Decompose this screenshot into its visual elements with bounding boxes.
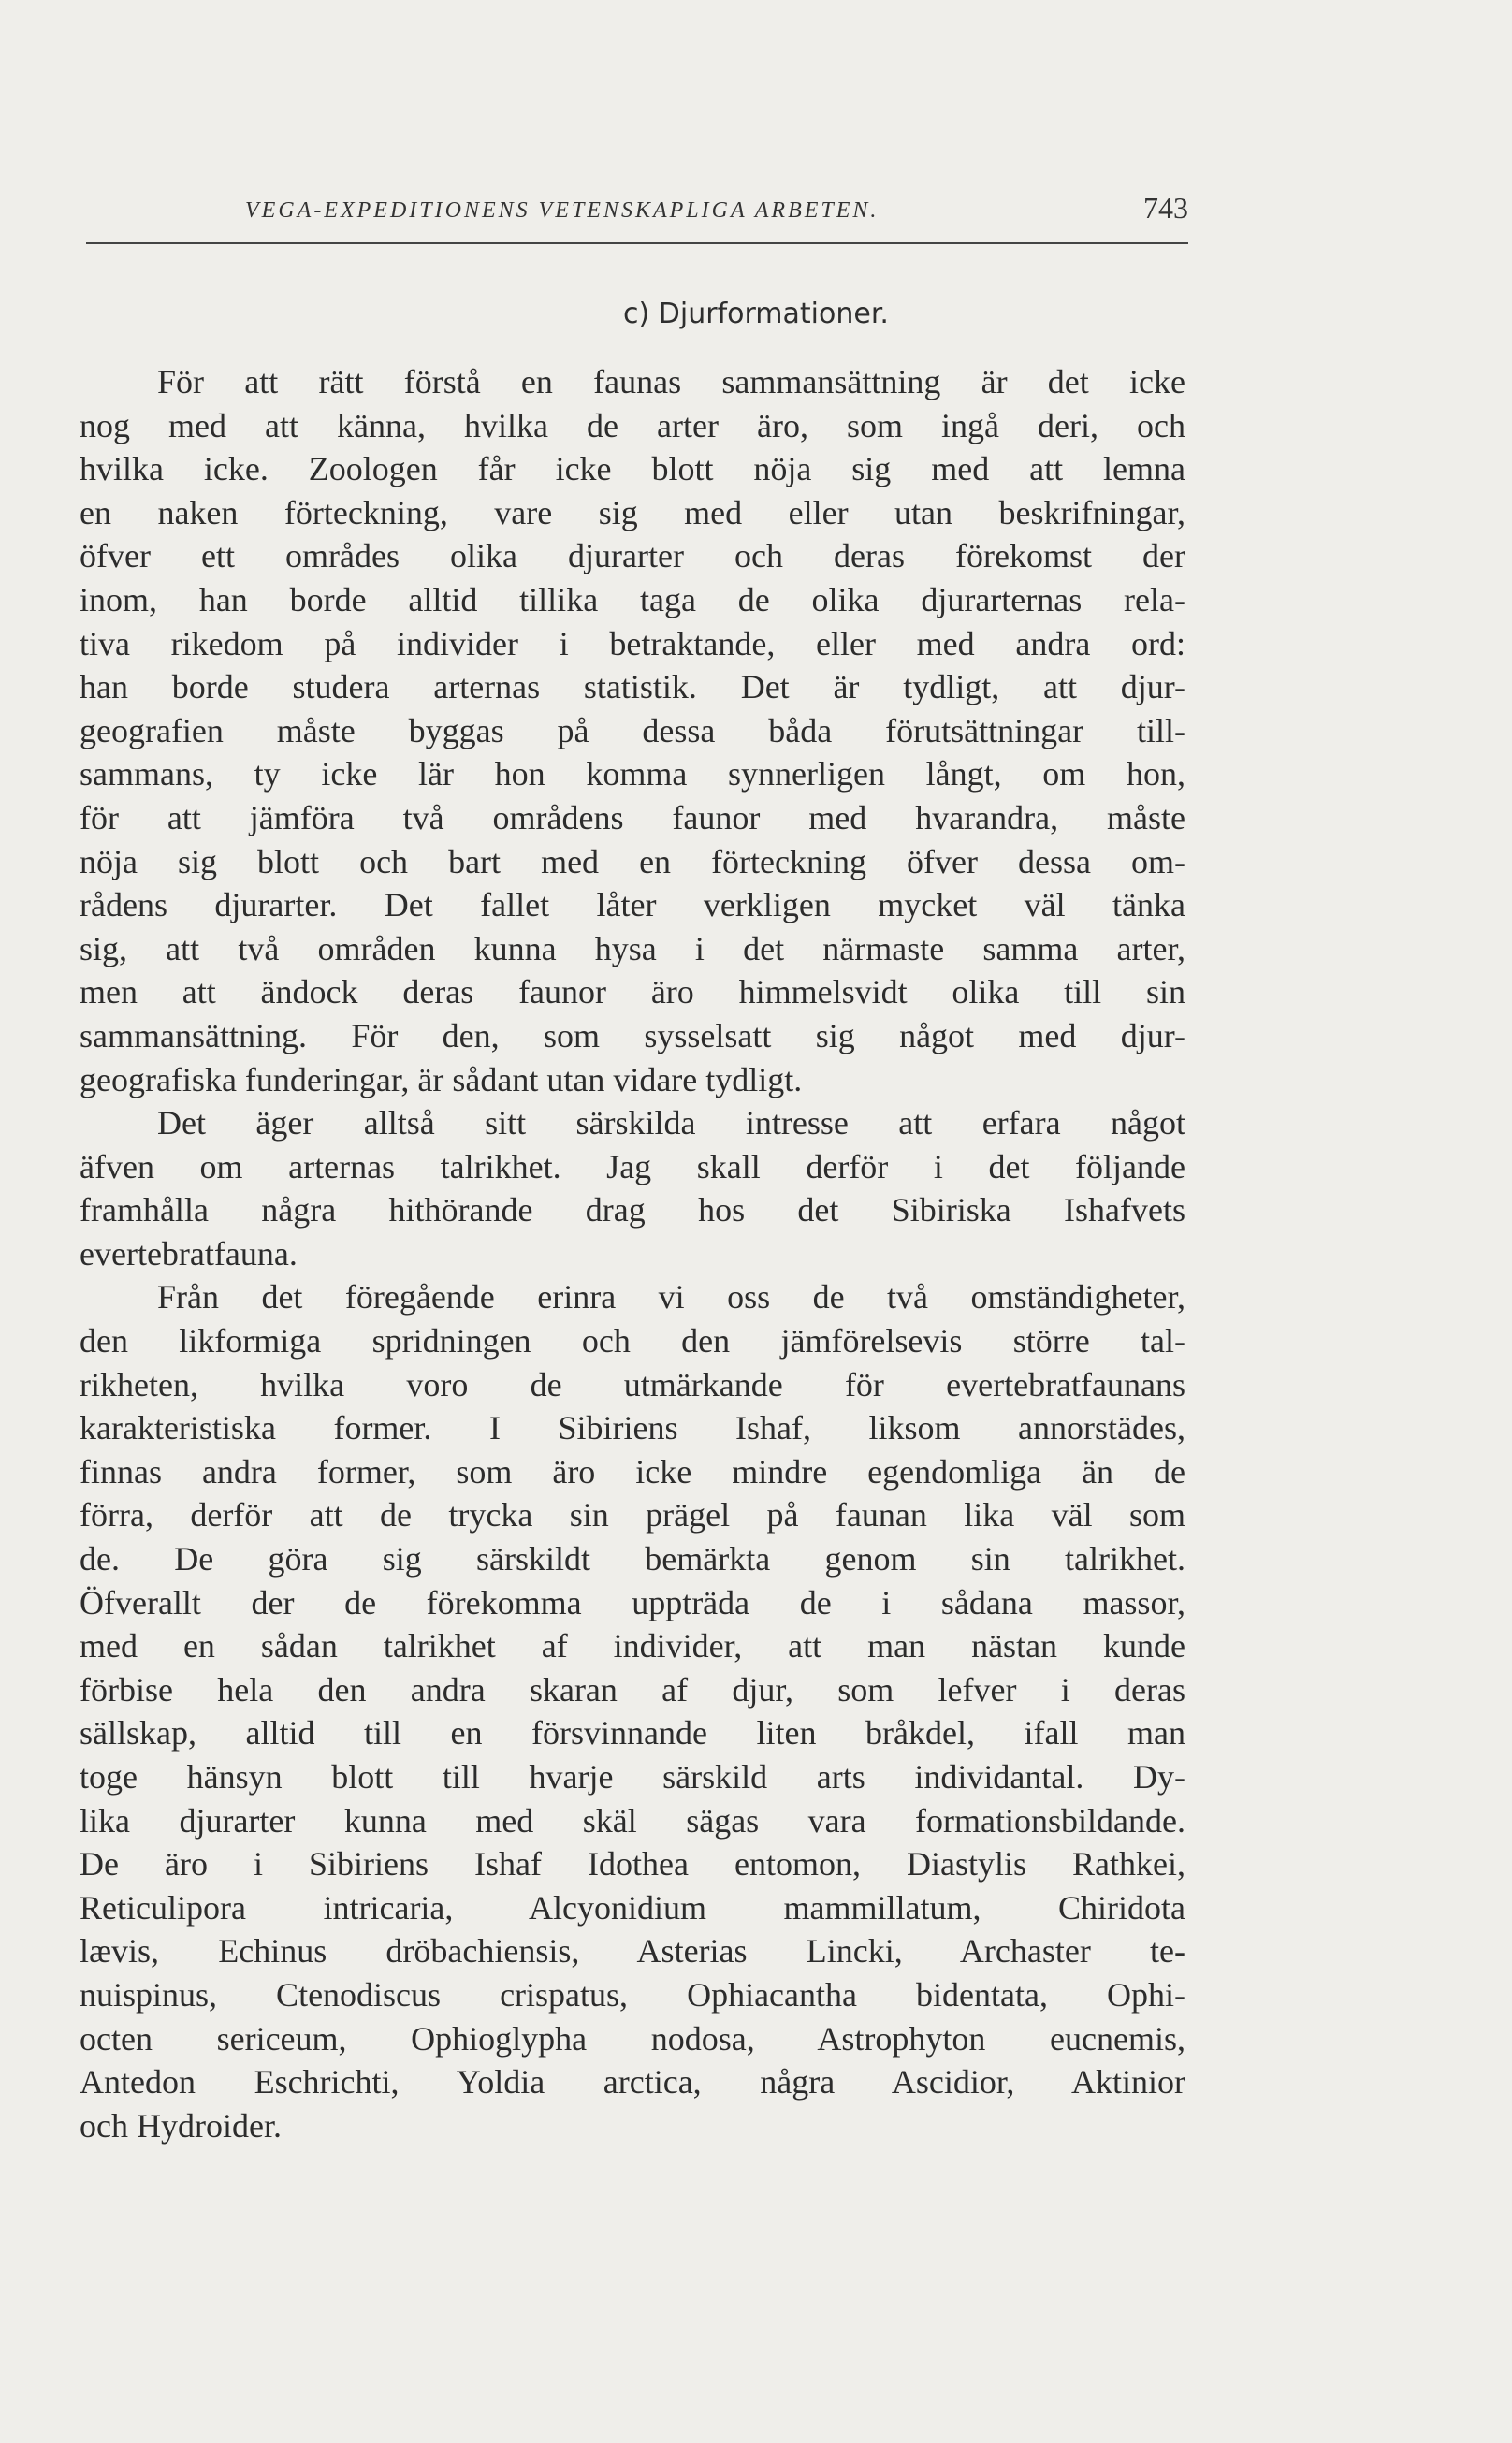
text-line: lika djurarter kunna med skäl sägas vara formationsbildande. (80, 1801, 1185, 1840)
text-line: förbise hela den andra skaran af djur, som lefver i deras (80, 1670, 1185, 1709)
text-line: och Hydroider. (80, 2106, 282, 2145)
text-line: han borde studera arternas statistik. Det är tydligt, att djur- (80, 668, 1185, 706)
text-line: evertebratfauna. (80, 1234, 298, 1272)
header-rule (86, 242, 1188, 244)
text-line: inom, han borde alltid tillika taga de olika djurarternas rela- (80, 580, 1185, 618)
text-line: med en sådan talrikhet af individer, att man nästan kunde (80, 1627, 1185, 1665)
text-line: framhålla några hithörande drag hos det Sibiriska Ishafvets (80, 1191, 1185, 1229)
text-line: Det äger alltså sitt särskilda intresse att erfara något (157, 1104, 1185, 1142)
text-line: förra, derför att de trycka sin prägel på faunan lika väl som (80, 1496, 1185, 1534)
text-line: för att jämföra två områdens faunor med hvarandra, måste (80, 798, 1185, 836)
text-line: sammansättning. För den, som sysselsatt sig något med djur- (80, 1016, 1185, 1054)
text-line: De äro i Sibiriens Ishaf Idothea entomon, Diastylis Rathkei, (80, 1845, 1185, 1883)
text-line: de. De göra sig särskildt bemärkta genom sin talrikhet. (80, 1540, 1185, 1578)
text-line: Öfverallt der de förekomma uppträda de i sådana massor, (80, 1583, 1185, 1621)
text-line: sammans, ty icke lär hon komma synnerligen långt, om hon, (80, 755, 1185, 793)
text-line: karakteristiska former. I Sibiriens Ishaf, liksom annorstädes, (80, 1409, 1185, 1447)
text-line: geografien måste byggas på dessa båda förutsättningar till- (80, 711, 1185, 749)
text-line: öfver ett områdes olika djurarter och deras förekomst der (80, 537, 1185, 575)
text-line: nuispinus, Ctenodiscus crispatus, Ophiacantha bidentata, Ophi- (80, 1975, 1185, 2014)
running-head (86, 187, 1188, 243)
text-line: nog med att känna, hvilka de arter äro, som ingå deri, och (80, 406, 1185, 444)
section-heading: c) Djurformationer. (623, 298, 889, 330)
text-line: tiva rikedom på individer i betraktande, eller med andra ord: (80, 624, 1185, 662)
text-line: men att ändock deras faunor äro himmelsvidt olika till sin (80, 973, 1185, 1011)
text-line: octen sericeum, Ophioglypha nodosa, Astrophyton eucnemis, (80, 2019, 1185, 2058)
text-line: lævis, Echinus dröbachiensis, Asterias Lincki, Archaster te- (80, 1932, 1185, 1970)
text-line: toge hänsyn blott till hvarje särskild arts individantal. Dy- (80, 1758, 1185, 1796)
text-line: den likformiga spridningen och den jämförelsevis större tal- (80, 1322, 1185, 1360)
text-line: hvilka icke. Zoologen får icke blott nöja sig med att lemna (80, 450, 1185, 488)
text-line: Från det föregående erinra vi oss de två omständigheter, (157, 1278, 1185, 1316)
text-line: Reticulipora intricaria, Alcyonidium mammillatum, Chiridota (80, 1888, 1185, 1927)
running-title: VEGA-EXPEDITIONENS VETENSKAPLIGA ARBETEN. (245, 198, 880, 223)
text-line: Antedon Eschrichti, Yoldia arctica, några Ascidior, Aktinior (80, 2063, 1185, 2101)
text-line: en naken förteckning, vare sig med eller utan beskrifningar, (80, 493, 1185, 531)
text-line: rikheten, hvilka voro de utmärkande för evertebratfaunans (80, 1365, 1185, 1403)
text-line: geografiska funderingar, är sådant utan vidare tydligt. (80, 1060, 803, 1098)
text-line: nöja sig blott och bart med en förteckning öfver dessa om- (80, 842, 1185, 880)
page-number: 743 (1143, 191, 1188, 225)
text-line: sig, att två områden kunna hysa i det närmaste samma arter, (80, 929, 1185, 967)
text-line: finnas andra former, som äro icke mindre egendomliga än de (80, 1452, 1185, 1491)
text-line: sällskap, alltid till en försvinnande liten bråkdel, ifall man (80, 1714, 1185, 1752)
text-line: rådens djurarter. Det fallet låter verkligen mycket väl tänka (80, 886, 1185, 924)
text-line: För att rätt förstå en faunas sammansättning är det icke (157, 363, 1185, 400)
body-text (80, 360, 1185, 2147)
text-line: äfven om arternas talrikhet. Jag skall derför i det följande (80, 1147, 1185, 1185)
